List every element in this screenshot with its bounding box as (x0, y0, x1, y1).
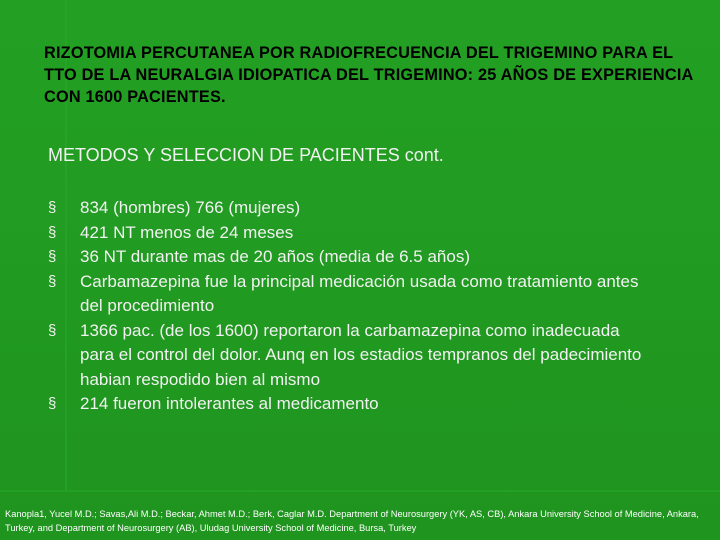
bullet-item (48, 270, 648, 319)
slide-subtitle: METODOS Y SELECCION DE PACIENTES cont. (48, 145, 444, 165)
bullet-item (48, 196, 648, 221)
citation-footer: Kanopla1, Yucel M.D.; Savas,Ali M.D.; Beckar, Ahmet M.D.; Berk, Caglar M.D. Department of Neurosurgery (YK, AS, CB), Ankara University School of Medicine, Ankara, Turkey, and Department of Neurosurgery (AB), Uludag University School of Medicine, Bursa, Turkey (5, 509, 699, 533)
bullet-marker-icon: § (48, 248, 57, 265)
bullet-text: 421 NT menos de 24 meses (80, 222, 294, 242)
bullet-marker-icon: § (48, 272, 57, 290)
bullet-text: Carbamazepina fue la principal medicación usada como tratamiento antes del procedimiento (80, 271, 639, 315)
bullet-marker-icon: § (48, 223, 57, 241)
bullet-marker-icon: § (48, 199, 57, 216)
bullet-item (48, 392, 648, 417)
bullet-marker-icon: § (48, 395, 57, 412)
bullet-text: 214 fueron intolerantes al medicamento (80, 394, 379, 413)
decorative-horizontal-line (0, 490, 720, 492)
bullet-item (48, 245, 648, 270)
bullet-item (48, 221, 648, 246)
bullet-text: 834 (hombres) 766 (mujeres) (80, 198, 301, 217)
bullet-text: 1366 pac. (de los 1600) reportaron la carbamazepina como inadecuada para el control del dolor. Aunq en los estadios tempranos del padecimiento habian respodido bien al mismo (80, 320, 642, 389)
slide-title: RIZOTOMIA PERCUTANEA POR RADIOFRECUENCIA DEL TRIGEMINO PARA EL TTO DE LA NEURALGIA IDIOPATICA DEL TRIGEMINO: 25 AÑOS DE EXPERIENCIA CON 1600 PACIENTES. (44, 44, 693, 106)
bullet-item (48, 319, 648, 393)
bullet-list (48, 196, 648, 417)
bullet-text: 36 NT durante mas de 20 años (media de 6.5 años) (80, 247, 470, 266)
bullet-marker-icon: § (48, 321, 57, 339)
